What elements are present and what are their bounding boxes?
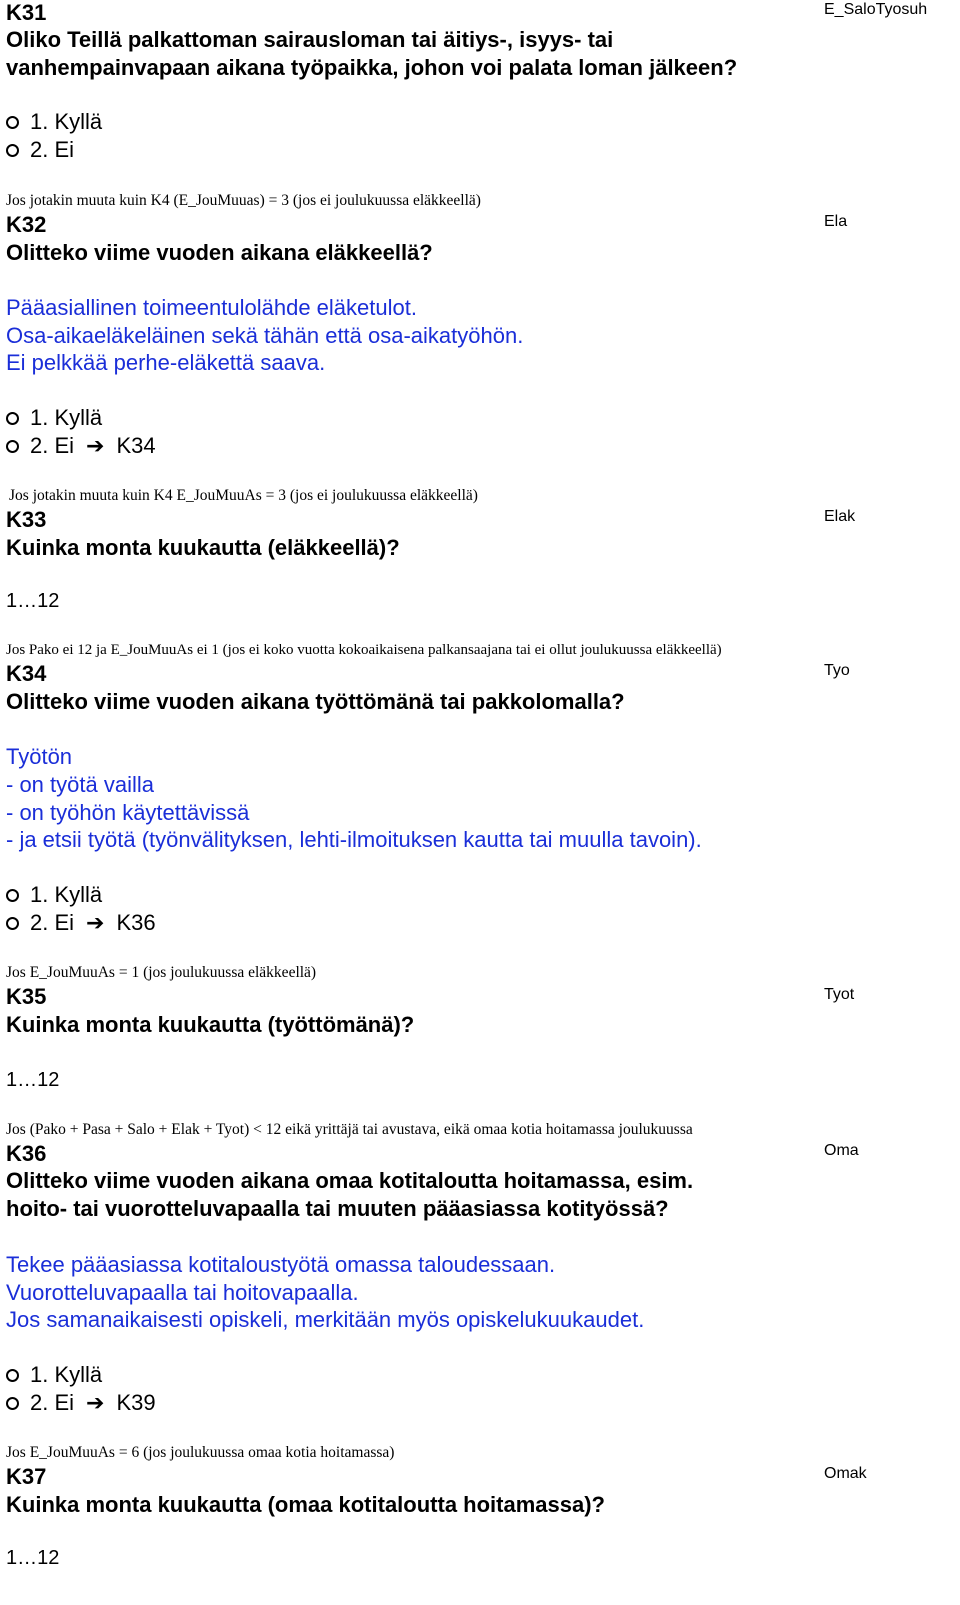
question-id: K33 — [6, 507, 47, 532]
option-yes[interactable] — [6, 404, 102, 432]
question-text: vanhempainvapaan aikana työpaikka, johon voi palata loman jälkeen? — [6, 55, 738, 80]
answer-range: 1…12 — [6, 1547, 60, 1569]
radio-icon[interactable] — [6, 412, 19, 425]
question-text: Oliko Teillä palkattoman sairausloman tai äitiys-, isyys- tai — [6, 27, 614, 52]
option-label: 1. Kyllä — [30, 109, 103, 134]
variable-name: Tyo — [824, 662, 850, 679]
condition-text: Jos (Pako + Pasa + Salo + Elak + Tyot) < 12 eikä yrittäjä tai avustava, eikä omaa kotia hoitamassa joulukuussa — [6, 1121, 693, 1138]
skip-target: K36 — [116, 910, 156, 935]
condition-text: Jos jotakin muuta kuin K4 (E_JouMuuas) = 3 (jos ei joulukuussa eläkkeellä) — [6, 192, 481, 209]
radio-icon[interactable] — [6, 1369, 19, 1382]
question-text: Olitteko viime vuoden aikana eläkkeellä? — [6, 240, 433, 265]
skip-target: K34 — [116, 433, 156, 458]
radio-icon[interactable] — [6, 144, 19, 157]
option-label: 1. Kyllä — [30, 405, 103, 430]
help-text: Vuorotteluvapaalla tai hoitovapaalla. — [6, 1280, 359, 1305]
help-text: Osa-aikaeläkeläinen sekä tähän että osa-aikatyöhön. — [6, 323, 524, 348]
question-id: K31 — [6, 0, 47, 25]
option-label: 2. Ei — [30, 1390, 75, 1415]
question-id: K37 — [6, 1464, 47, 1489]
help-text: Ei pelkkää perhe-eläkettä saava. — [6, 350, 326, 375]
radio-icon[interactable] — [6, 440, 19, 453]
option-no[interactable] — [6, 909, 156, 937]
option-label: 2. Ei — [30, 433, 75, 458]
condition-text: Jos Pako ei 12 ja E_JouMuuAs ei 1 (jos ei koko vuotta kokoaikaisena palkansaajana tai ei ollut joulukuussa eläkkeellä) — [6, 642, 722, 658]
help-text: - on työtä vailla — [6, 772, 154, 797]
arrow-right-icon: ➔ — [86, 910, 105, 935]
question-text: hoito- tai vuorotteluvapaalla tai muuten pääasiassa kotityössä? — [6, 1196, 669, 1221]
variable-name: Elak — [824, 508, 856, 525]
variable-name: Ela — [824, 213, 848, 230]
question-id: K32 — [6, 212, 47, 237]
option-yes[interactable] — [6, 1361, 102, 1389]
answer-range: 1…12 — [6, 1069, 60, 1091]
help-text: Työtön — [6, 744, 73, 769]
variable-name: E_SaloTyosuh — [824, 1, 928, 18]
question-id: K36 — [6, 1141, 47, 1166]
variable-name: Omak — [824, 1465, 867, 1482]
option-label: 1. Kyllä — [30, 882, 103, 907]
help-text: Jos samanaikaisesti opiskeli, merkitään myös opiskelukuukaudet. — [6, 1307, 645, 1332]
help-text: - ja etsii työtä (työnvälityksen, lehti-ilmoituksen kautta tai muulla tavoin). — [6, 827, 702, 852]
option-no[interactable] — [6, 136, 74, 164]
question-text: Olitteko viime vuoden aikana omaa kotitaloutta hoitamassa, esim. — [6, 1168, 694, 1193]
option-label: 2. Ei — [30, 137, 75, 162]
question-text: Olitteko viime vuoden aikana työttömänä tai pakkolomalla? — [6, 689, 625, 714]
skip-target: K39 — [116, 1390, 156, 1415]
option-yes[interactable] — [6, 108, 102, 136]
condition-text: Jos E_JouMuuAs = 6 (jos joulukuussa omaa kotia hoitamassa) — [6, 1444, 395, 1461]
variable-name: Oma — [824, 1142, 859, 1159]
variable-name: Tyot — [824, 986, 855, 1003]
radio-icon[interactable] — [6, 889, 19, 902]
option-no[interactable] — [6, 432, 156, 460]
option-label: 1. Kyllä — [30, 1362, 103, 1387]
option-no[interactable] — [6, 1389, 156, 1417]
condition-text: Jos jotakin muuta kuin K4 E_JouMuuAs = 3 (jos ei joulukuussa eläkkeellä) — [9, 487, 478, 504]
help-text: Tekee pääasiassa kotitaloustyötä omassa taloudessaan. — [6, 1252, 556, 1277]
condition-text: Jos E_JouMuuAs = 1 (jos joulukuussa eläkkeellä) — [6, 964, 317, 981]
radio-icon[interactable] — [6, 116, 19, 129]
question-id: K34 — [6, 661, 47, 686]
radio-icon[interactable] — [6, 917, 19, 930]
option-label: 2. Ei — [30, 910, 75, 935]
help-text: - on työhön käytettävissä — [6, 800, 250, 825]
question-id: K35 — [6, 984, 47, 1009]
question-text: Kuinka monta kuukautta (omaa kotitaloutta hoitamassa)? — [6, 1492, 605, 1517]
question-text: Kuinka monta kuukautta (työttömänä)? — [6, 1012, 415, 1037]
question-text: Kuinka monta kuukautta (eläkkeellä)? — [6, 535, 400, 560]
arrow-right-icon: ➔ — [86, 433, 105, 458]
arrow-right-icon: ➔ — [86, 1390, 105, 1415]
radio-icon[interactable] — [6, 1397, 19, 1410]
answer-range: 1…12 — [6, 590, 60, 612]
option-yes[interactable] — [6, 881, 102, 909]
help-text: Pääasiallinen toimeentulolähde eläketulot. — [6, 295, 417, 320]
